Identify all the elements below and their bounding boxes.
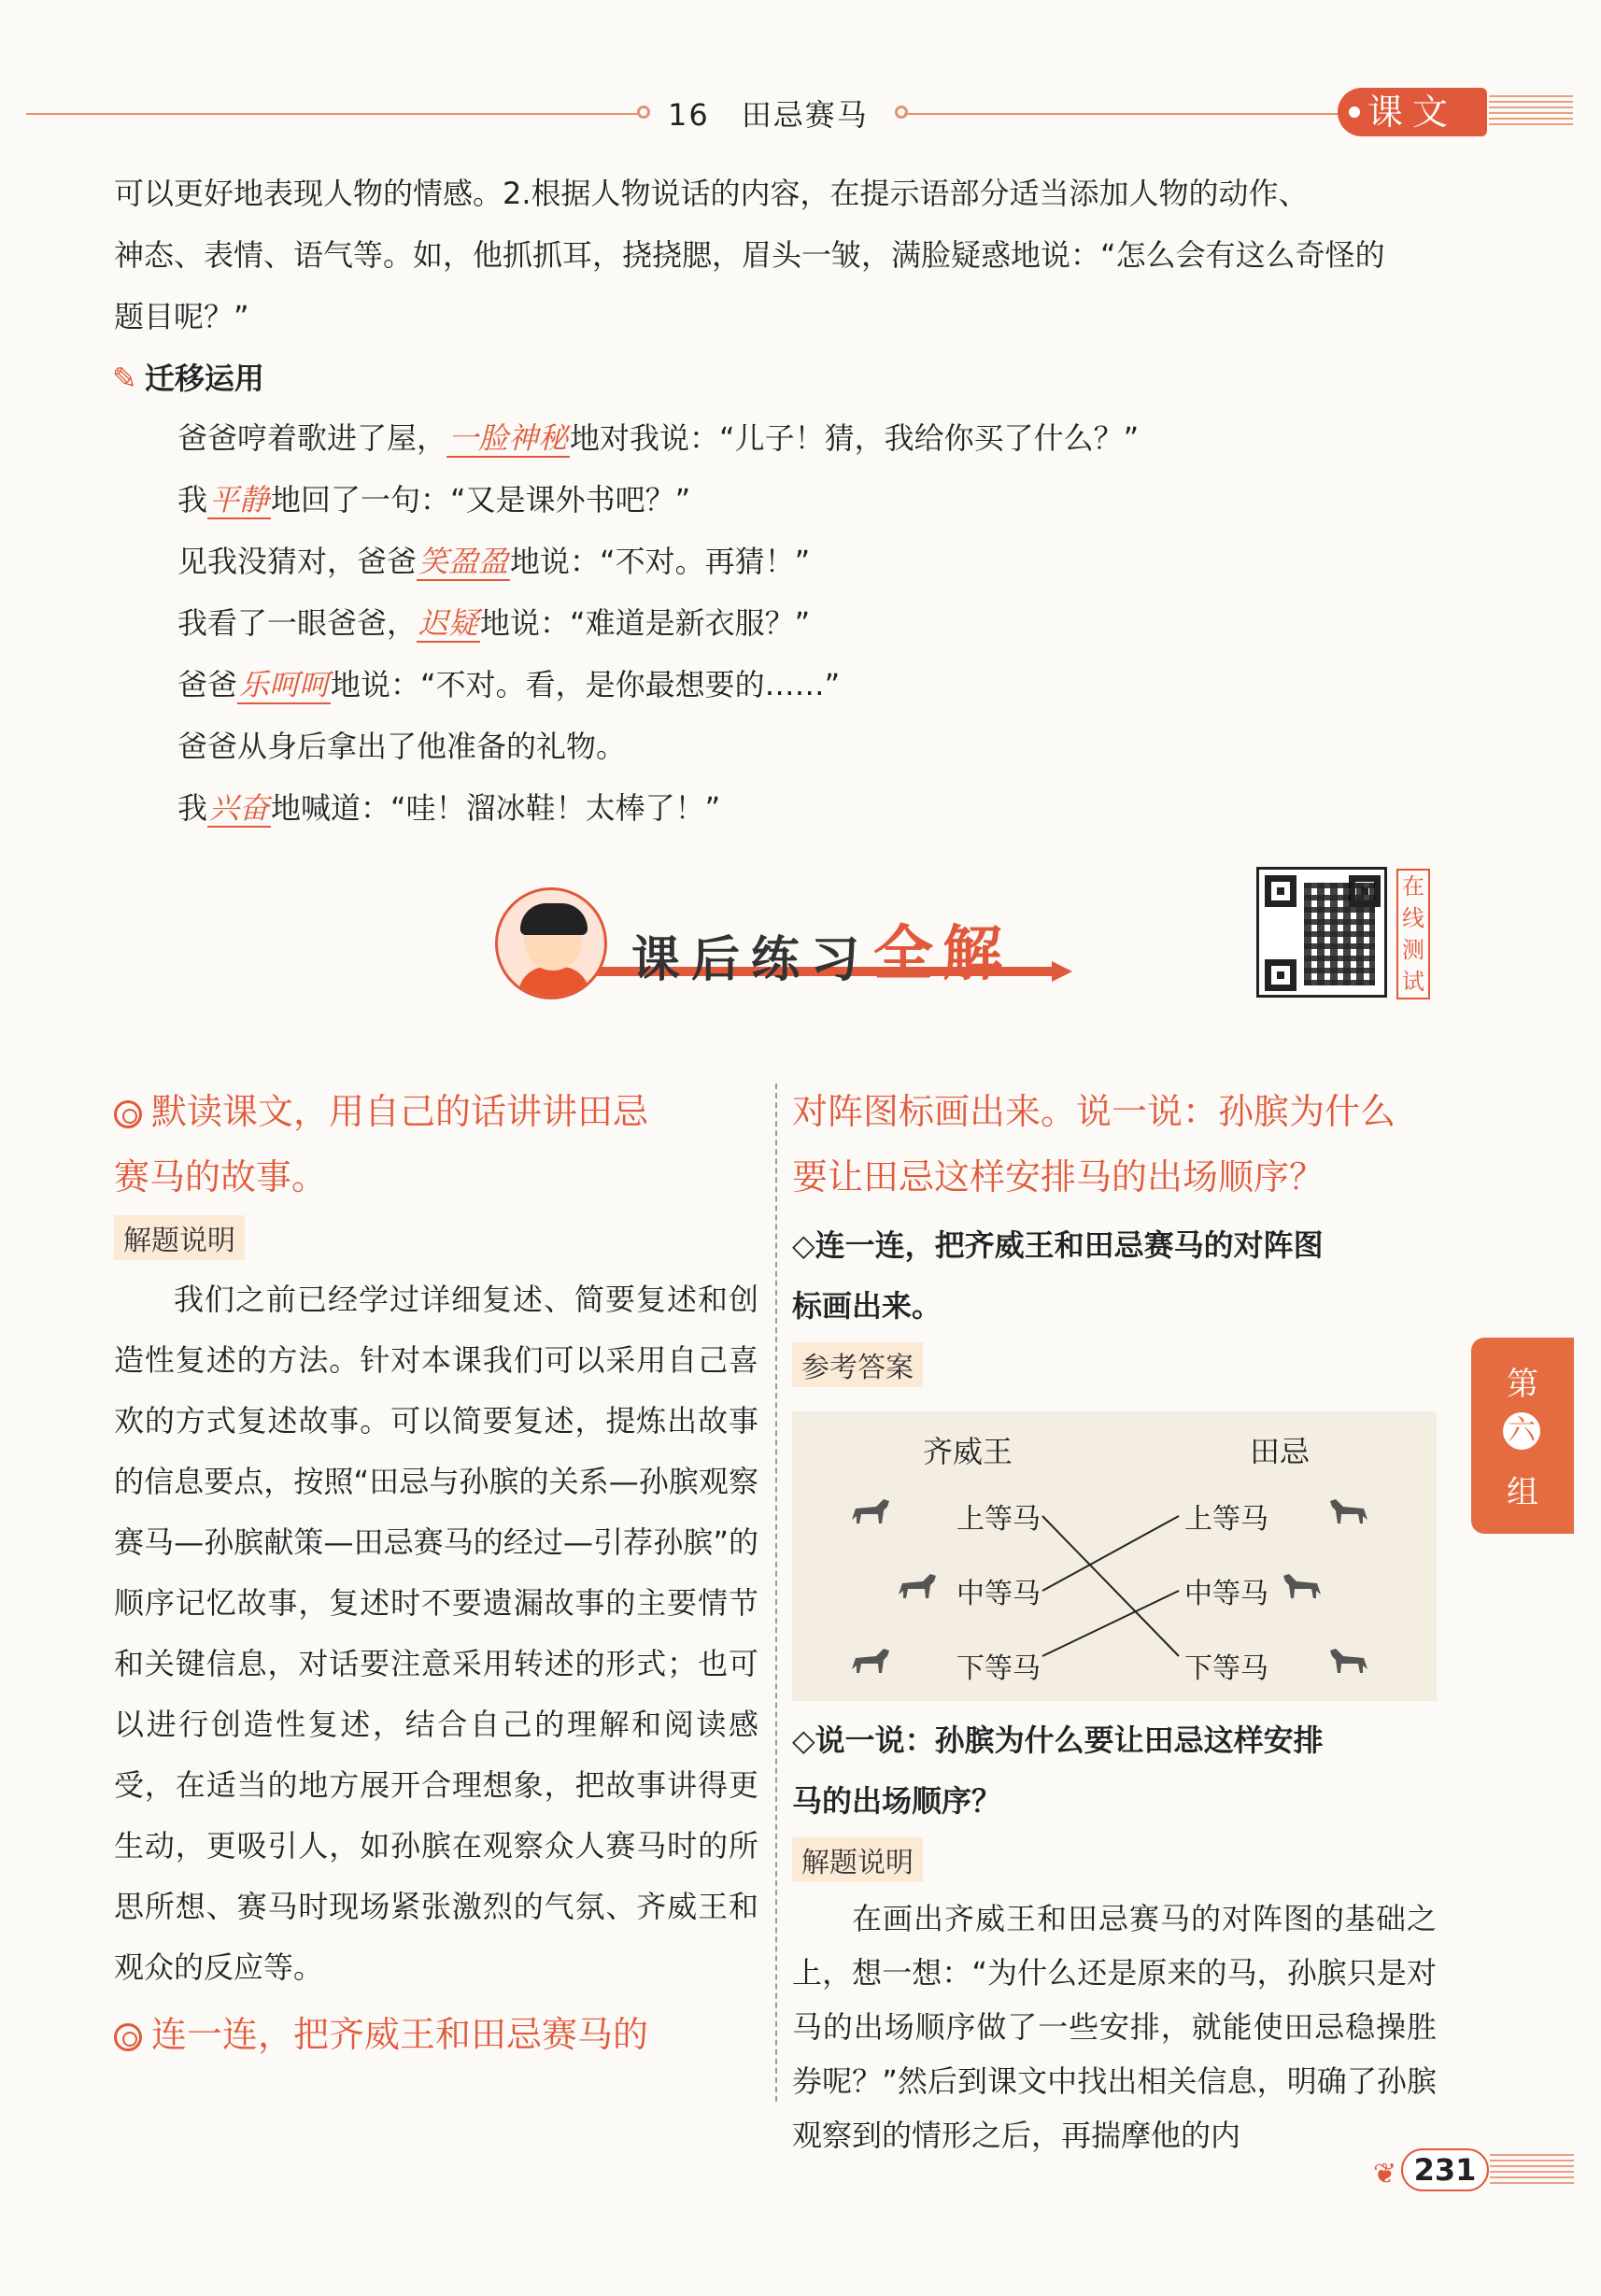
- question-1: [114, 1079, 758, 1144]
- column-divider: [775, 1084, 777, 2102]
- king-horse-upper: 上等马: [956, 1503, 1041, 1536]
- side-tab-di: 第: [1507, 1366, 1538, 1403]
- left-column: [114, 1079, 758, 2067]
- side-tab-zu: 组: [1507, 1474, 1538, 1511]
- king-horse-middle: 中等马: [956, 1578, 1041, 1610]
- transfer-line: [177, 777, 1495, 839]
- line-text: 我: [177, 790, 208, 826]
- question-2-cont-2: 要让田忌这样安排马的出场顺序？: [792, 1156, 1325, 1198]
- question-icon: [114, 1100, 142, 1128]
- intro-line-1: 可以更好地表现人物的情感。2.根据人物说话的内容，在提示语部分适当添加人物的动作、: [114, 176, 1309, 211]
- tianji-horse-middle: 中等马: [1184, 1578, 1268, 1610]
- side-tab-number: 六: [1503, 1412, 1540, 1450]
- transfer-line: [177, 531, 1495, 592]
- transfer-line: [177, 469, 1495, 531]
- header-rule-left: [26, 113, 643, 115]
- explanation-body-2: 在画出齐威王和田忌赛马的对阵图的基础之上，想一想：“为什么还是原来的马，孙膑只是对马的出场顺序做了一些安排，就能使田忌稳操胜券呢？”然后到课文中找出相关信息，明确了孙膑观察到的情形之后，再揣摩他的内: [792, 1901, 1437, 2153]
- matchup-lines: [792, 1411, 1437, 1701]
- banner-title: 课后练习: [631, 932, 871, 988]
- transfer-heading-text: 迁移运用: [144, 361, 264, 396]
- question-1-line-2: 赛马的故事。: [114, 1156, 328, 1198]
- line-text: 地对我说：“儿子！猜，我给你买了什么？”: [570, 420, 1140, 456]
- task-2-line-2: 马的出场顺序？: [792, 1783, 1002, 1819]
- lesson-title: 16 田忌赛马: [668, 97, 869, 133]
- line-text: 爸爸: [177, 667, 238, 702]
- filled-word: 平静: [209, 482, 270, 517]
- line-text: 地说：“不对。再猜！”: [510, 544, 811, 579]
- header-stripes: [1489, 95, 1573, 129]
- right-column: [792, 1079, 1437, 2162]
- filled-word: 笑盈盈: [418, 544, 509, 579]
- pencil-icon: ✎: [112, 361, 137, 396]
- tianji-horse-upper: 上等马: [1184, 1503, 1268, 1536]
- filled-word: 乐呵呵: [239, 667, 330, 702]
- banner-title-highlight: 全解: [873, 920, 1012, 989]
- line-middle-to-upper: [1042, 1516, 1179, 1591]
- transfer-line: [177, 407, 1495, 469]
- line-text: 地回了一句：“又是课外书吧？”: [271, 482, 691, 517]
- footer-stripes: [1490, 2154, 1574, 2186]
- leaf-icon: ❦: [1373, 2158, 1397, 2190]
- filled-word: 一脸神秘: [448, 420, 569, 456]
- question-2: [114, 2002, 758, 2067]
- line-upper-to-lower: [1042, 1516, 1179, 1656]
- king-header: 齐威王: [923, 1434, 1013, 1469]
- question-2-text: 连一连，把齐威王和田忌赛马的: [151, 2014, 649, 2055]
- header-rule-right: [904, 113, 1343, 115]
- line-text: 地喊道：“哇！溜冰鞋！太棒了！”: [271, 790, 721, 826]
- line-text: 见我没猜对，爸爸: [177, 544, 418, 579]
- header-dot-right: [895, 106, 908, 119]
- line-text: 爸爸哼着歌进了屋，: [177, 420, 447, 456]
- question-icon: [114, 2023, 142, 2051]
- answer-label: 参考答案: [792, 1342, 923, 1387]
- line-text: 地说：“不对。看，是你最想要的……”: [331, 667, 841, 702]
- filled-word: 迟疑: [418, 605, 479, 641]
- king-horse-lower: 下等马: [956, 1652, 1041, 1685]
- transfer-line: [177, 592, 1495, 654]
- line-text: 爸爸从身后拿出了他准备的礼物。: [177, 729, 627, 764]
- task-1-line-2: 标画出来。: [792, 1288, 942, 1324]
- qr-code-icon[interactable]: [1256, 867, 1387, 998]
- page-number: 231: [1401, 2148, 1489, 2191]
- explanation-label: 解题说明: [114, 1215, 245, 1260]
- line-lower-to-middle: [1042, 1591, 1179, 1656]
- online-test-label: 在线测试: [1396, 869, 1430, 999]
- section-tag: 课文: [1338, 88, 1487, 136]
- boy-mascot-icon: [495, 887, 607, 999]
- explanation-label-2: 解题说明: [792, 1837, 923, 1882]
- transfer-heading: [112, 355, 264, 398]
- line-text: 我看了一眼爸爸，: [177, 605, 418, 641]
- explanation-body: 我们之前已经学过详细复述、简要复述和创造性复述的方法。针对本课我们可以采用自己喜欢的方式复述故事。可以简要复述，提炼出故事的信息要点，按照“田忌与孙膑的关系—孙膑观察赛马—孙膑献策—田忌赛马的经过—引荐孙膑”的顺序记忆故事，复述时不要遗漏故事的主要情节和关键信息，对话要注意采用转述的形式；也可以进行创造性复述，结合自己的理解和阅读感受，在适当的地方展开合理想象，把故事讲得更生动，更吸引人，如孙膑在观察众人赛马时的所思所想、赛马时现场紧张激烈的气氛、齐威王和观众的反应等。: [114, 1282, 758, 1985]
- intro-line-2: 神态、表情、语气等。如，他抓抓耳，挠挠腮，眉头一皱，满脸疑惑地说：“怎么会有这么奇怪的: [114, 237, 1385, 273]
- question-1-line-1: 默读课文，用自己的话讲讲田忌: [151, 1091, 649, 1132]
- intro-line-3: 题目呢？”: [114, 299, 249, 334]
- matchup-diagram: [792, 1411, 1437, 1701]
- filled-word: 兴奋: [209, 790, 270, 826]
- header-dot-left: [637, 106, 650, 119]
- transfer-line: [177, 654, 1495, 716]
- line-text: 我: [177, 482, 208, 517]
- question-2-cont-1: 对阵图标画出来。说一说：孙膑为什么: [792, 1091, 1396, 1132]
- task-1-line-1: ◇连一连，把齐威王和田忌赛马的对阵图: [792, 1227, 1324, 1263]
- tianji-horse-lower: 下等马: [1184, 1652, 1268, 1685]
- transfer-line: [177, 716, 1495, 777]
- unit-side-tab: [1471, 1338, 1574, 1534]
- line-text: 地说：“难道是新衣服？”: [480, 605, 811, 641]
- tianji-header: 田忌: [1250, 1434, 1311, 1469]
- task-2-line-1: ◇说一说：孙膑为什么要让田忌这样安排: [792, 1722, 1324, 1758]
